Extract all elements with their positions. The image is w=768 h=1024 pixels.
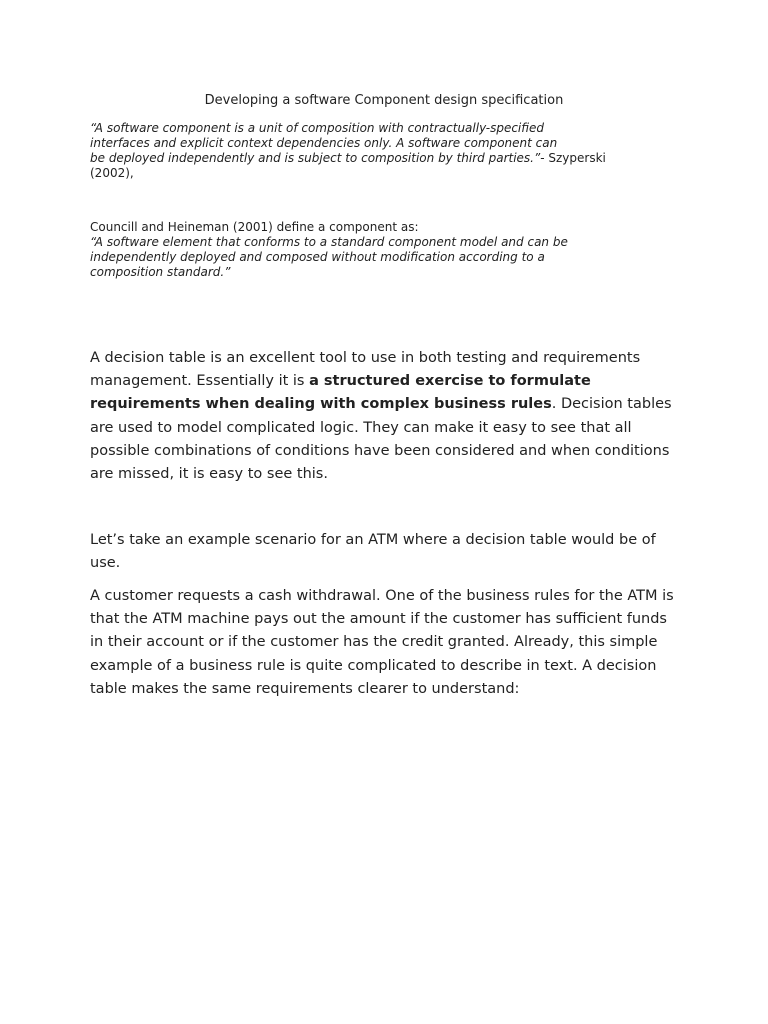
quote-line: be deployed independently and is subject to composition by third parties.”: [90, 151, 541, 165]
quote-line-with-attribution: [90, 151, 650, 166]
szyperski-quote: [90, 121, 650, 181]
quote-attribution: - Szyperski: [540, 151, 606, 165]
atm-scenario-paragraph: Let’s take an example scenario for an ATM where a decision table would be of use.: [90, 532, 656, 572]
paragraph-text: . Decision tables are used to model complicated logic. They can make it easy to see that all possible combinations of conditions have been considered and when conditions are missed, it is easy to see this.: [90, 396, 672, 483]
quote-line: composition standard.”: [90, 265, 231, 279]
quote-line: independently deployed and composed without modification according to a: [90, 250, 545, 264]
quote-intro: Councill and Heineman (2001) define a component as:: [90, 220, 419, 234]
paragraph-text: A decision table is an excellent tool to use in both testing and requirements management. Essentially it is: [90, 350, 641, 390]
councill-heineman-quote: [90, 220, 650, 280]
bold-phrase: a structured exercise to formulate requirements when dealing with complex business rules: [90, 373, 591, 413]
quote-line: “A software component is a unit of composition with contractually-specified: [90, 121, 545, 135]
quote-attribution-year: (2002),: [90, 166, 134, 180]
decision-table-paragraph: [90, 347, 680, 486]
quote-line: “A software element that conforms to a standard component model and can be: [90, 235, 568, 249]
document-title: Developing a software Component design specification: [204, 93, 564, 108]
quote-line: interfaces and explicit context dependencies only. A software component can: [90, 136, 558, 150]
cash-withdrawal-paragraph: A customer requests a cash withdrawal. One of the business rules for the ATM is that the ATM machine pays out the amount if the customer has sufficient funds in their account or if the customer has the credit granted. Already, this simple example of a business rule is quite complicated to describe in text. A decision table makes the same requirements clearer to understand:: [90, 588, 674, 697]
